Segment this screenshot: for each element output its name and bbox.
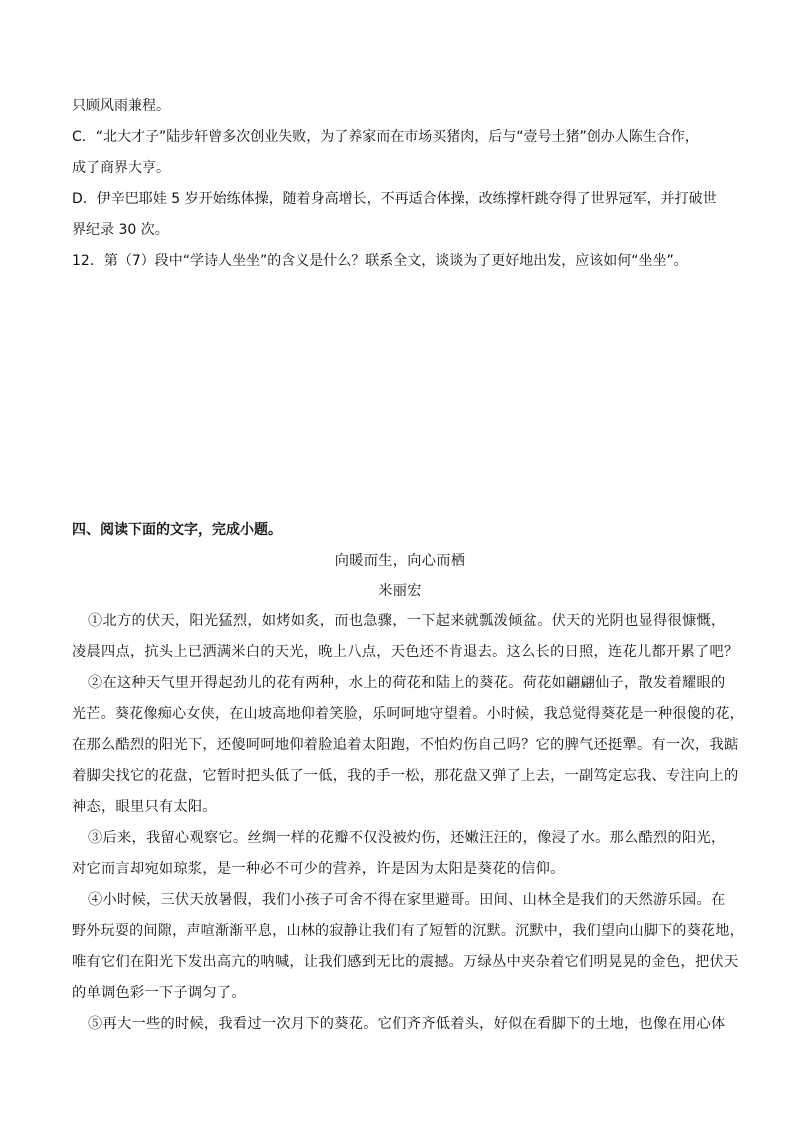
article-line: 的单调色彩一下子调匀了。 bbox=[72, 985, 246, 1001]
article-line: 着脚尖找它的花盘，它暂时把头低了一低，我的手一松，那花盘又弹了上去，一副笃定忘我、专注向上的 bbox=[72, 768, 739, 784]
article-line: ②在这种天气里开得起劲儿的花有两种，水上的荷花和陆上的葵花。荷花如翩翩仙子，散发着耀眼的 bbox=[88, 675, 726, 691]
option-d-line-2: 界纪录 30 次。 bbox=[72, 222, 169, 238]
article-line: ①北方的伏天，阳光猛烈，如烤如炙，而也急骤，一下起来就瓢泼倾盆。伏天的光阴也显得很慷慨， bbox=[88, 613, 726, 629]
option-d-line-1: D．伊辛巴耶娃 5 岁开始练体操，随着身高增长，不再适合体操，改练撑杆跳夺得了世界冠军，并打破世 bbox=[72, 191, 717, 207]
question-12: 12．第（7）段中“学诗人坐坐”的含义是什么？联系全文，谈谈为了更好地出发，应该如何“坐坐”。 bbox=[72, 253, 688, 269]
article-line: ④小时候，三伏天放暑假，我们小孩子可舍不得在家里避哥。田间、山林全是我们的天然游乐园。在 bbox=[88, 892, 726, 908]
article-line: 唯有它们在阳光下发出高亢的呐喊，让我们感到无比的震撼。万绿丛中夹杂着它们明晃晃的金色，把伏天 bbox=[72, 954, 739, 970]
article-line: 神态，眼里只有太阳。 bbox=[72, 799, 217, 815]
article-line: ③后来，我留心观察它。丝绸一样的花瓣不仅没被灼伤，还嫩汪汪的，像浸了水。那么酷烈的阳光， bbox=[88, 830, 726, 846]
article-line: 凌晨四点，抗头上已洒满米白的天光，晚上八点，天色还不肯退去。这么长的日照，连花儿都开累了吧？ bbox=[72, 644, 739, 660]
article-line: 光芒。葵花像痴心女侠，在山坡高地仰着笑脸，乐呵呵地守望着。小时候，我总觉得葵花是一种很傻的花， bbox=[72, 706, 744, 722]
option-b-continuation: 只顾风雨兼程。 bbox=[72, 98, 170, 114]
article-author: 米丽宏 bbox=[378, 583, 422, 599]
article-line: 对它而言却宛如琼浆，是一种必不可少的营养，许是因为太阳是葵花的信仰。 bbox=[72, 861, 565, 877]
article-line: ⑤再大一些的时候，我看过一次月下的葵花。它们齐齐低着头，好似在看脚下的土地，也像在用心体 bbox=[88, 1016, 726, 1032]
article-line: 野外玩耍的间隙，声喧渐渐平息，山林的寂静让我们有了短暂的沉默。沉默中，我们望向山脚下的葵花地， bbox=[72, 923, 744, 939]
article-line: 在那么酷烈的阳光下，还傻呵呵地仰着脸追着太阳跑，不怕灼伤自己吗？它的脾气还挺犟。有一次，我踮 bbox=[72, 737, 739, 753]
section-4-heading: 四、阅读下面的文字，完成小题。 bbox=[72, 522, 282, 538]
article-title: 向暖而生，向心而栖 bbox=[334, 553, 466, 569]
option-c-line-1: C．“北大才子”陆步轩曾多次创业失败，为了养家而在市场买猪肉，后与“壹号土猪”创办人陈生合作， bbox=[72, 129, 699, 145]
option-c-line-2: 成了商界大亨。 bbox=[72, 160, 170, 176]
